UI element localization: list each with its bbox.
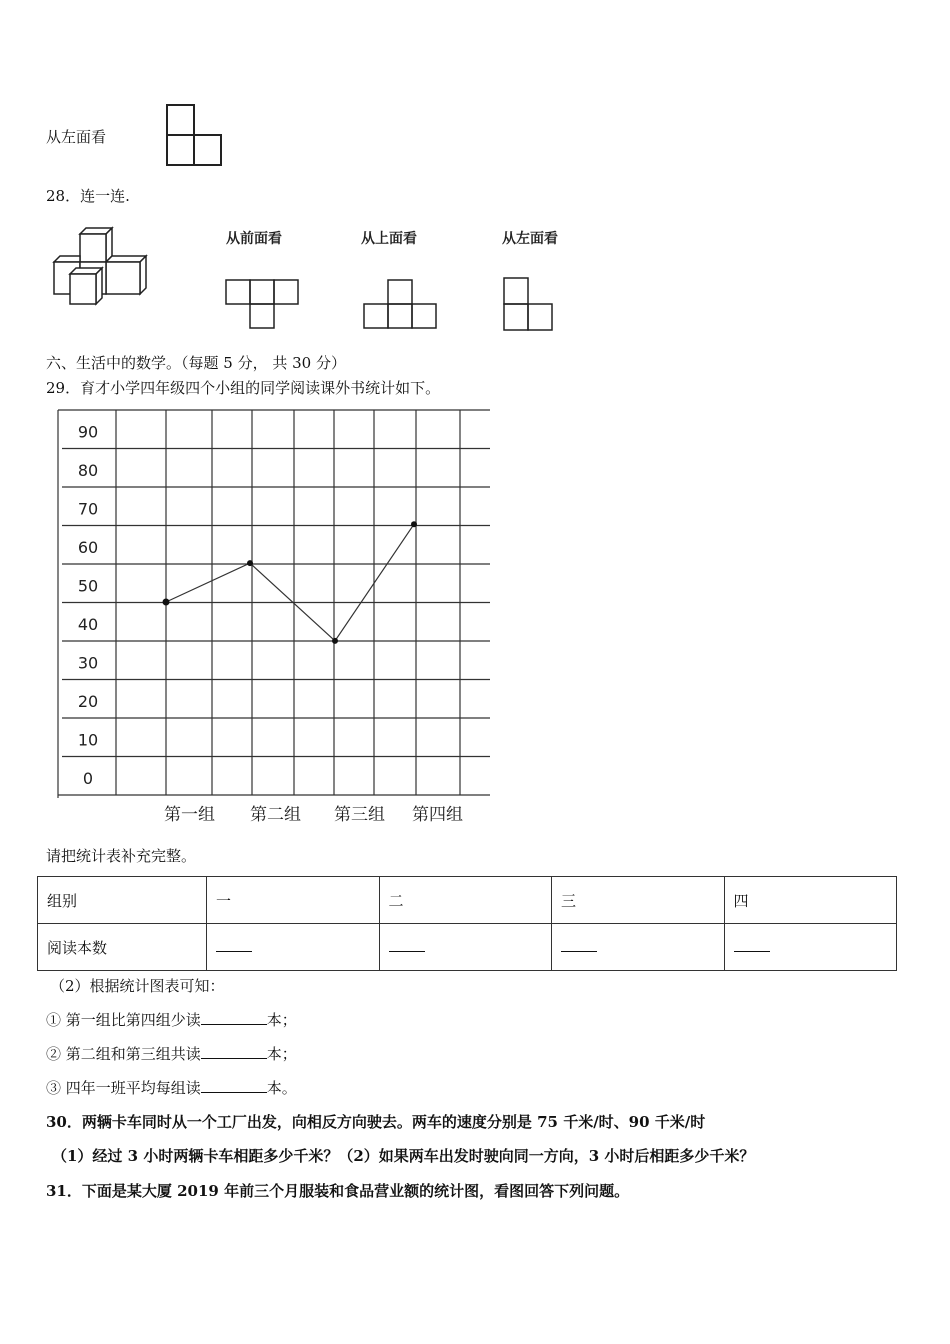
x-category-label: 第一组 (164, 805, 215, 825)
question-1 (46, 1010, 297, 1030)
answer-blank-3[interactable] (201, 1078, 267, 1093)
table-instruction: 请把统计表补充完整。 (46, 847, 197, 865)
y-tick-label: 90 (77, 422, 99, 442)
table-group-1: 一 (207, 877, 380, 924)
left-view-figure (160, 100, 230, 170)
left-view-label: 从左面看 (46, 128, 107, 146)
question-3-suffix: 本。 (266, 1079, 297, 1097)
table-group-3: 三 (552, 877, 725, 924)
q29-title: 29．育才小学四年级四个小组的同学阅读课外书统计如下。 (46, 379, 441, 397)
part2-title: （2）根据统计图表可知： (50, 977, 225, 995)
answer-blank-1[interactable] (201, 1010, 267, 1025)
question-2-text: ② 第二组和第三组共读 (46, 1045, 201, 1063)
y-tick-label: 50 (77, 576, 99, 596)
table-group-4: 四 (724, 877, 897, 924)
question-1-text: ① 第一组比第四组少读 (46, 1011, 201, 1029)
stats-table (37, 876, 897, 971)
y-tick-label: 30 (77, 653, 99, 673)
table-row (38, 924, 897, 971)
question-1-suffix: 本； (266, 1011, 297, 1029)
top-view-shape (360, 276, 440, 332)
view-label-front: 从前面看 (226, 231, 282, 247)
data-point (332, 638, 338, 644)
y-tick-label: 10 (77, 730, 99, 750)
table-blank-4[interactable] (724, 924, 897, 971)
table-row (38, 877, 897, 924)
data-point (163, 599, 170, 606)
section6-heading: 六、生活中的数学。（每题 5 分， 共 30 分） (46, 354, 346, 372)
view-label-top: 从上面看 (361, 231, 417, 247)
y-tick-label: 20 (77, 692, 99, 712)
series-line (166, 524, 414, 641)
x-category-label: 第二组 (250, 805, 301, 825)
q30-title: 30．两辆卡车同时从一个工厂出发，向相反方向驶去。两车的速度分别是 75 千米/时、90 千米/时 (46, 1113, 706, 1131)
table-blank-3[interactable] (552, 924, 725, 971)
data-point (247, 560, 253, 566)
question-2 (46, 1044, 297, 1064)
view-label-left: 从左面看 (502, 231, 558, 247)
y-tick-label: 80 (77, 461, 99, 481)
x-category-label: 第三组 (334, 805, 385, 825)
question-3-text: ③ 四年一班平均每组读 (46, 1079, 201, 1097)
table-row-label: 阅读本数 (38, 924, 207, 971)
table-blank-1[interactable] (207, 924, 380, 971)
cube-stack-figure (48, 222, 158, 306)
y-tick-label: 40 (77, 615, 99, 635)
answer-blank-2[interactable] (201, 1044, 267, 1059)
left-view-shape (500, 274, 556, 334)
table-blank-2[interactable] (379, 924, 552, 971)
front-view-shape (220, 278, 306, 332)
y-tick-label: 0 (82, 769, 94, 789)
q30-subquestions: （1）经过 3 小时两辆卡车相距多少千米？（2）如果两车出发时驶向同一方向，3 小时后相距多少千米？ (52, 1147, 755, 1165)
table-header-label: 组别 (38, 877, 207, 924)
data-point (411, 521, 417, 527)
q31-title: 31．下面是某大厦 2019 年前三个月服装和食品营业额的统计图，看图回答下列问题。 (46, 1182, 630, 1200)
reading-line-chart (50, 405, 490, 835)
question-3 (46, 1078, 297, 1098)
q28-title: 28．连一连. (46, 187, 130, 205)
table-group-2: 二 (379, 877, 552, 924)
y-tick-label: 70 (77, 499, 99, 519)
y-tick-label: 60 (77, 538, 99, 558)
question-2-suffix: 本； (266, 1045, 297, 1063)
x-category-label: 第四组 (412, 805, 463, 825)
